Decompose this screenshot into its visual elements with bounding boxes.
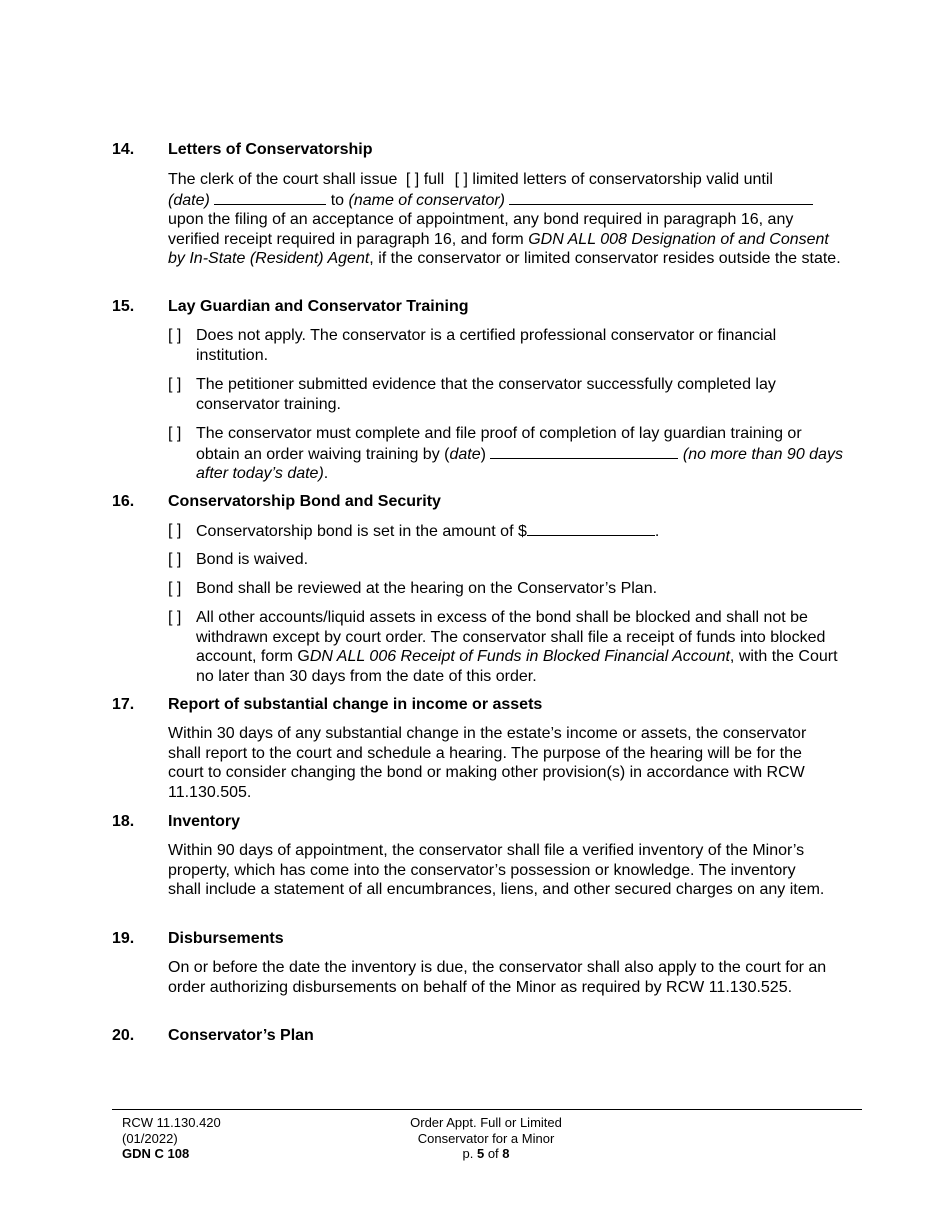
page-number: p. 5 of 8: [462, 1146, 510, 1161]
training-date-blank[interactable]: [490, 444, 678, 459]
footer-doc-title: Order Appt. Full or Limited Conservator for a Minor p. 5 of 8: [386, 1115, 586, 1162]
checkbox[interactable]: [ ]: [168, 580, 182, 597]
date-blank[interactable]: [214, 190, 326, 205]
checkbox[interactable]: [ ]: [168, 609, 182, 626]
list-item: [ ] The conservator must complete and file proof of completion of lay guardian training or obtain an order waiving training by (date) (no more than 90 days after today’s date).: [168, 425, 843, 483]
list-item: [ ] The petitioner submitted evidence that the conservator successfully completed lay conservator training.: [168, 376, 776, 413]
section-title: Letters of Conservatorship: [168, 141, 373, 158]
checkbox[interactable]: [ ]: [168, 551, 182, 568]
list-item: [ ] Bond shall be reviewed at the hearing on the Conservator’s Plan.: [168, 580, 658, 597]
section-number: 14.: [112, 141, 135, 158]
footer-divider: [112, 1109, 862, 1110]
conservator-name-blank[interactable]: [509, 190, 813, 205]
footer-form-info: RCW 11.130.420 (01/2022) GDN C 108: [122, 1115, 221, 1161]
checkbox-limited[interactable]: [ ]: [454, 171, 468, 188]
checkbox[interactable]: [ ]: [168, 327, 182, 344]
section-18-body: Within 90 days of appointment, the conservator shall file a verified inventory of the Minor’s property, which has come into the conservator’s possession or knowledge. The inventory shall include a statement of all encumbrances, liens, and other secured charges on any item.: [168, 842, 825, 899]
section-19-body: On or before the date the inventory is due, the conservator shall also apply to the court for an order authorizing disbursements on behalf of the Minor as required by RCW 11.130.525.: [168, 959, 827, 996]
section-14-body: The clerk of the court shall issue [ ] full [ ] limited letters of conservatorship valid until (date) to (name of conservator) upon the filing of an acceptance of appointment, any bond required in paragraph 16, any verified receipt required in paragraph 16, and form GDN ALL 008 Designation of and Consent by In-State (Resident) Agent, if the conservator or limited conservator resides outside the state.: [168, 171, 841, 268]
checkbox[interactable]: [ ]: [168, 522, 182, 539]
list-item: [ ] Does not apply. The conservator is a certified professional conservator or financial institution.: [168, 327, 777, 364]
bond-amount-blank[interactable]: [527, 521, 655, 536]
form-id: GDN C 108: [122, 1146, 190, 1161]
list-item: [ ] Conservatorship bond is set in the amount of $ .: [168, 522, 660, 540]
list-item: [ ] Bond is waived.: [168, 551, 309, 568]
checkbox[interactable]: [ ]: [168, 376, 182, 393]
checkbox[interactable]: [ ]: [168, 425, 182, 442]
list-item: [ ] All other accounts/liquid assets in excess of the bond shall be blocked and shall not be withdrawn except by court order. The conservator shall file a receipt of funds into blocked account, form GDN ALL 006 Receipt of Funds in Blocked Financial Account, with the Court no later than 30 days from the date of this order.: [168, 609, 838, 685]
checkbox-full[interactable]: [ ]: [405, 171, 420, 188]
section-17-body: Within 30 days of any substantial change in the estate’s income or assets, the conservator shall report to the court and schedule a hearing. The purpose of the hearing will be for the court to consider changing the bond or making other provision(s) in accordance with RCW 11.130.505.: [168, 725, 807, 801]
form-reference: GDN ALL 008 Designation of and Consent by In-State (Resident) Agent: [168, 230, 829, 268]
